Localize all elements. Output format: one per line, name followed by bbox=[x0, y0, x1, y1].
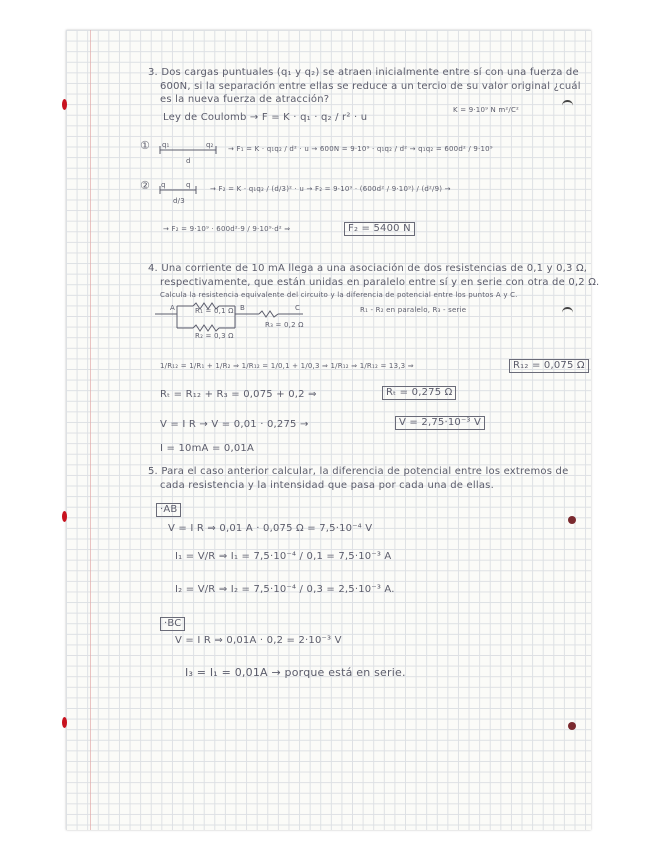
binder-hole-top-left bbox=[62, 99, 67, 110]
case-3-equation: → F₂ = 9·10⁹ · 600d²·9 / 9·10⁹·d² ⇒ bbox=[163, 225, 291, 233]
case-2-label: ② bbox=[140, 179, 151, 192]
problem-4-line-3: Calcula la resistencia equivalente del circuito y la diferencia de potencial entre los puntos A y C. bbox=[160, 291, 518, 299]
case-1-equation: → F₁ = K · q₁q₂ / d² · u → 600N = 9·10⁹ · q₁q₂ / d² → q₁q₂ = 600d² / 9·10⁹ bbox=[228, 145, 493, 153]
voltage-equation: V = I R → V = 0,01 · 0,275 → bbox=[160, 419, 309, 430]
problem-3-line-3: es la nueva fuerza de atracción? bbox=[160, 94, 330, 105]
case-1-label: ① bbox=[140, 139, 151, 152]
bc-voltage: V = I R ⇒ 0,01A · 0,2 = 2·10⁻³ V bbox=[175, 635, 342, 646]
problem-5-line-1: 5. Para el caso anterior calcular, la diferencia de potencial entre los extremos de bbox=[148, 466, 569, 477]
section-ab-label: ·AB bbox=[156, 503, 181, 517]
margin-line bbox=[90, 30, 91, 830]
point-a-label: A bbox=[170, 304, 175, 312]
section-bc-label: ·BC bbox=[160, 617, 185, 631]
total-resistance-equation: Rₜ = R₁₂ + R₃ = 0,075 + 0,2 ⇒ bbox=[160, 389, 317, 400]
svg-text:q: q bbox=[186, 181, 191, 189]
problem-3-line-1: 3. Dos cargas puntuales (q₁ y q₂) se atraen inicialmente entre sí con una fuerza de bbox=[148, 67, 579, 78]
result-f2: F₂ = 5400 N bbox=[344, 222, 415, 236]
total-resistance-result: Rₜ = 0,275 Ω bbox=[382, 386, 456, 400]
paper-curl-mark bbox=[562, 307, 573, 318]
problem-4-line-2: respectivamente, que están unidas en paralelo entre sí y en serie con otra de 0,2 Ω. bbox=[160, 277, 600, 288]
parallel-equation: 1/R₁₂ = 1/R₁ + 1/R₂ ⇒ 1/R₁₂ = 1/0,1 + 1/0,3 ⇒ 1/R₁₂ ⇒ 1/R₁₂ = 13,3 ⇒ bbox=[160, 362, 414, 370]
point-c-label: C bbox=[295, 304, 301, 312]
voltage-result: V = 2,75·10⁻³ V bbox=[395, 416, 485, 430]
svg-text:q: q bbox=[161, 181, 166, 189]
current-i3: I₃ = I₁ = 0,01A → porque está en serie. bbox=[185, 666, 406, 679]
resistor-r3-label: R₃ = 0,2 Ω bbox=[265, 321, 304, 329]
binder-hole-mid-left bbox=[62, 511, 67, 522]
binder-hole-mid-right bbox=[568, 516, 576, 524]
svg-text:q₁: q₁ bbox=[162, 141, 170, 149]
problem-3-line-2: 600N, si la separación entre ellas se reduce a un tercio de su valor original ¿cuál bbox=[160, 81, 581, 92]
problem-4-line-1: 4. Una corriente de 10 mA llega a una asociación de dos resistencias de 0,1 y 0,3 Ω, bbox=[148, 263, 588, 274]
binder-hole-bottom-left bbox=[62, 717, 67, 728]
resistor-r1-label: R₁ = 0,1 Ω bbox=[195, 307, 234, 315]
ab-voltage: V = I R ⇒ 0,01 A · 0,075 Ω = 7,5·10⁻⁴ V bbox=[168, 523, 373, 534]
problem-5-line-2: cada resistencia y la intensidad que pasa por cada una de ellas. bbox=[160, 480, 494, 491]
circuit-note: R₁ - R₂ en paralelo, R₃ - serie bbox=[360, 306, 467, 314]
parallel-result: R₁₂ = 0,075 Ω bbox=[509, 359, 589, 373]
current-equation: I = 10mA = 0,01A bbox=[160, 443, 255, 454]
resistor-r2-label: R₂ = 0,3 Ω bbox=[195, 332, 234, 340]
case-2-equation: → F₂ = K · q₁q₂ / (d/3)² · u → F₂ = 9·10⁹ · (600d² / 9·10⁹) / (d²/9) → bbox=[210, 185, 451, 193]
binder-hole-bottom-right bbox=[568, 722, 576, 730]
k-constant: K = 9·10⁹ N m²/C² bbox=[453, 106, 520, 114]
case-1-distance: d bbox=[186, 157, 191, 165]
current-i1: I₁ = V/R ⇒ I₁ = 7,5·10⁻⁴ / 0,1 = 7,5·10⁻³ A bbox=[175, 551, 392, 562]
coulomb-law: Ley de Coulomb → F = K · q₁ · q₂ / r² · u bbox=[163, 112, 368, 123]
svg-text:q₂: q₂ bbox=[206, 141, 214, 149]
current-i2: I₂ = V/R ⇒ I₂ = 7,5·10⁻⁴ / 0,3 = 2,5·10⁻³ A. bbox=[175, 584, 395, 595]
point-b-label: B bbox=[240, 304, 246, 312]
case-2-distance: d/3 bbox=[173, 197, 185, 205]
paper-curl-mark bbox=[562, 100, 573, 111]
